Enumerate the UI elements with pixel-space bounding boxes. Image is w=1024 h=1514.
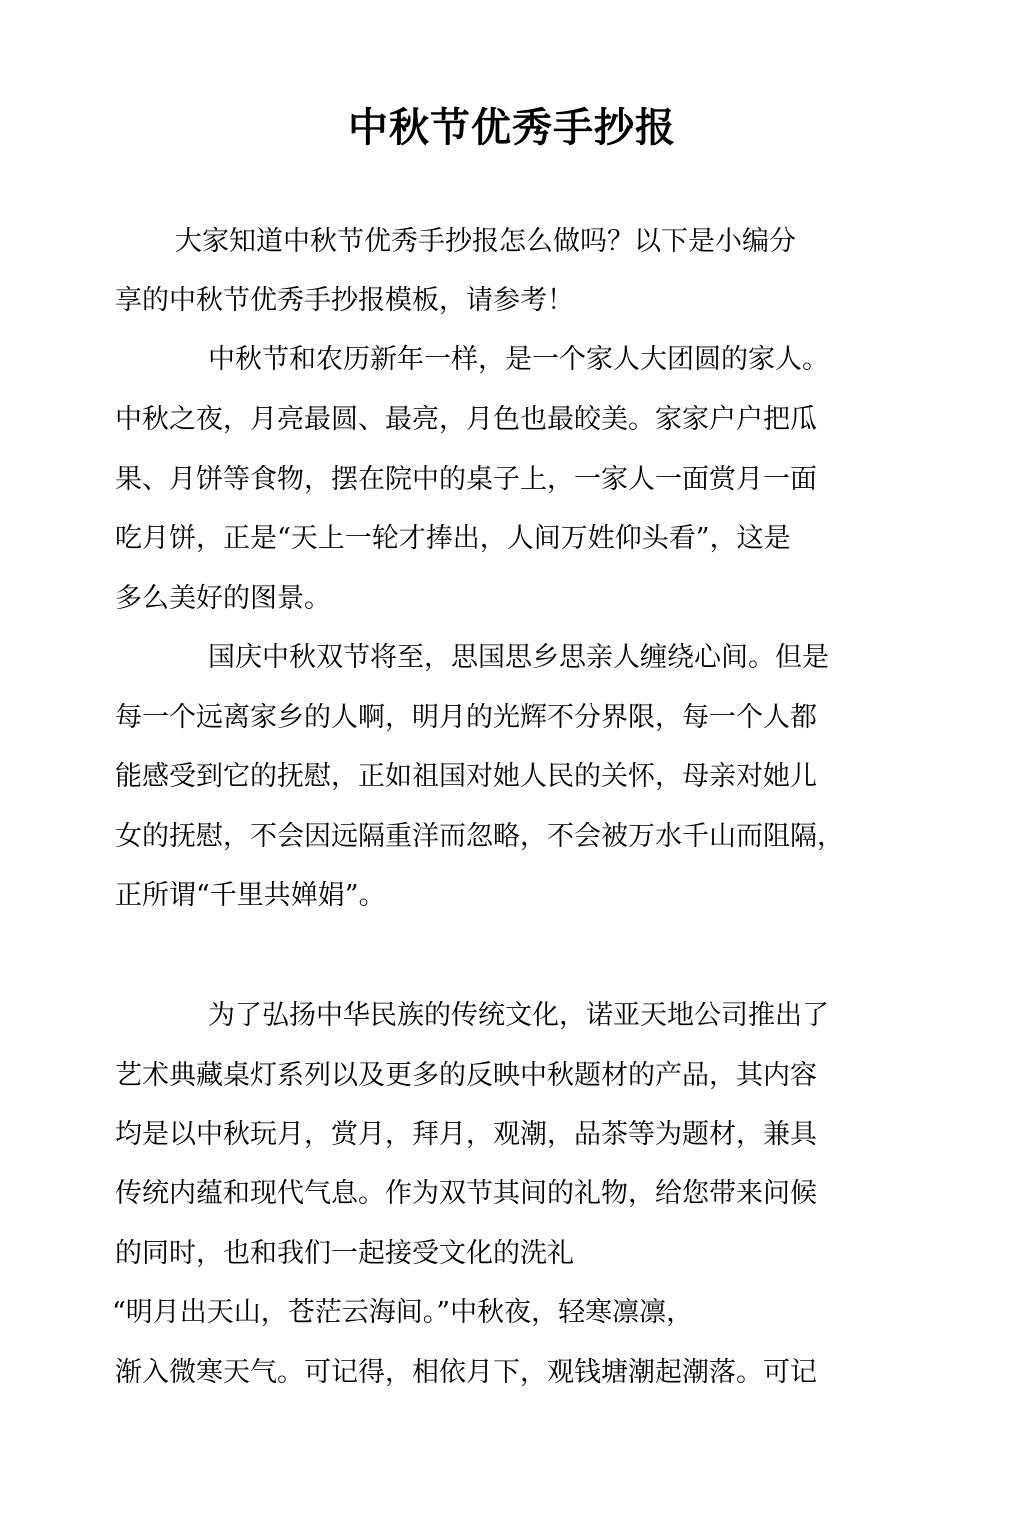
paragraph-line: 果、月饼等食物，摆在院中的桌子上，一家人一面赏月一面 (115, 464, 817, 495)
paragraph-line: 每一个远离家乡的人啊，明月的光辉不分界限，每一个人都 (115, 702, 817, 733)
paragraph-line: 的同时，也和我们一起接受文化的洗礼 (115, 1238, 574, 1269)
paragraph-line: 国庆中秋双节将至，思国思乡思亲人缠绕心间。但是 (208, 642, 829, 673)
paragraph-line: 渐入微寒天气。可记得，相依月下，观钱塘潮起潮落。可记 (115, 1357, 817, 1388)
paragraph-line: 女的抚慰，不会因远隔重洋而忽略，不会被万水千山而阻隔， (115, 821, 844, 852)
paragraph-line: 传统内蕴和现代气息。作为双节其间的礼物，给您带来问候 (115, 1178, 817, 1209)
paragraph-line: 能感受到它的抚慰，正如祖国对她人民的关怀，母亲对她儿 (115, 761, 817, 792)
paragraph-line: 吃月饼，正是“天上一轮才捧出，人间万姓仰头看”，这是 (115, 523, 791, 554)
paragraph-line: 正所谓“千里共婵娟”。 (115, 880, 386, 911)
paragraph-line: 为了弘扬中华民族的传统文化，诺亚天地公司推出了 (208, 1000, 829, 1031)
paragraph-line: 多么美好的图景。 (115, 583, 331, 614)
paragraph-line: 均是以中秋玩月，赏月，拜月，观潮，品茶等为题材，兼具 (115, 1119, 817, 1150)
paragraph-line: 中秋节和农历新年一样，是一个家人大团圆的家人。 (208, 344, 829, 375)
paragraph-line: “明月出天山，苍茫云海间。”中秋夜，轻寒凛凛， (112, 1297, 694, 1328)
document-title: 中秋节优秀手抄报 (348, 105, 676, 151)
paragraph-line: 中秋之夜，月亮最圆、最亮，月色也最皎美。家家户户把瓜 (115, 404, 817, 435)
paragraph-line: 享的中秋节优秀手抄报模板，请参考！ (115, 285, 574, 316)
paragraph-line: 艺术典藏桌灯系列以及更多的反映中秋题材的产品，其内容 (115, 1060, 817, 1091)
paragraph-line: 大家知道中秋节优秀手抄报怎么做吗？以下是小编分 (175, 226, 796, 257)
